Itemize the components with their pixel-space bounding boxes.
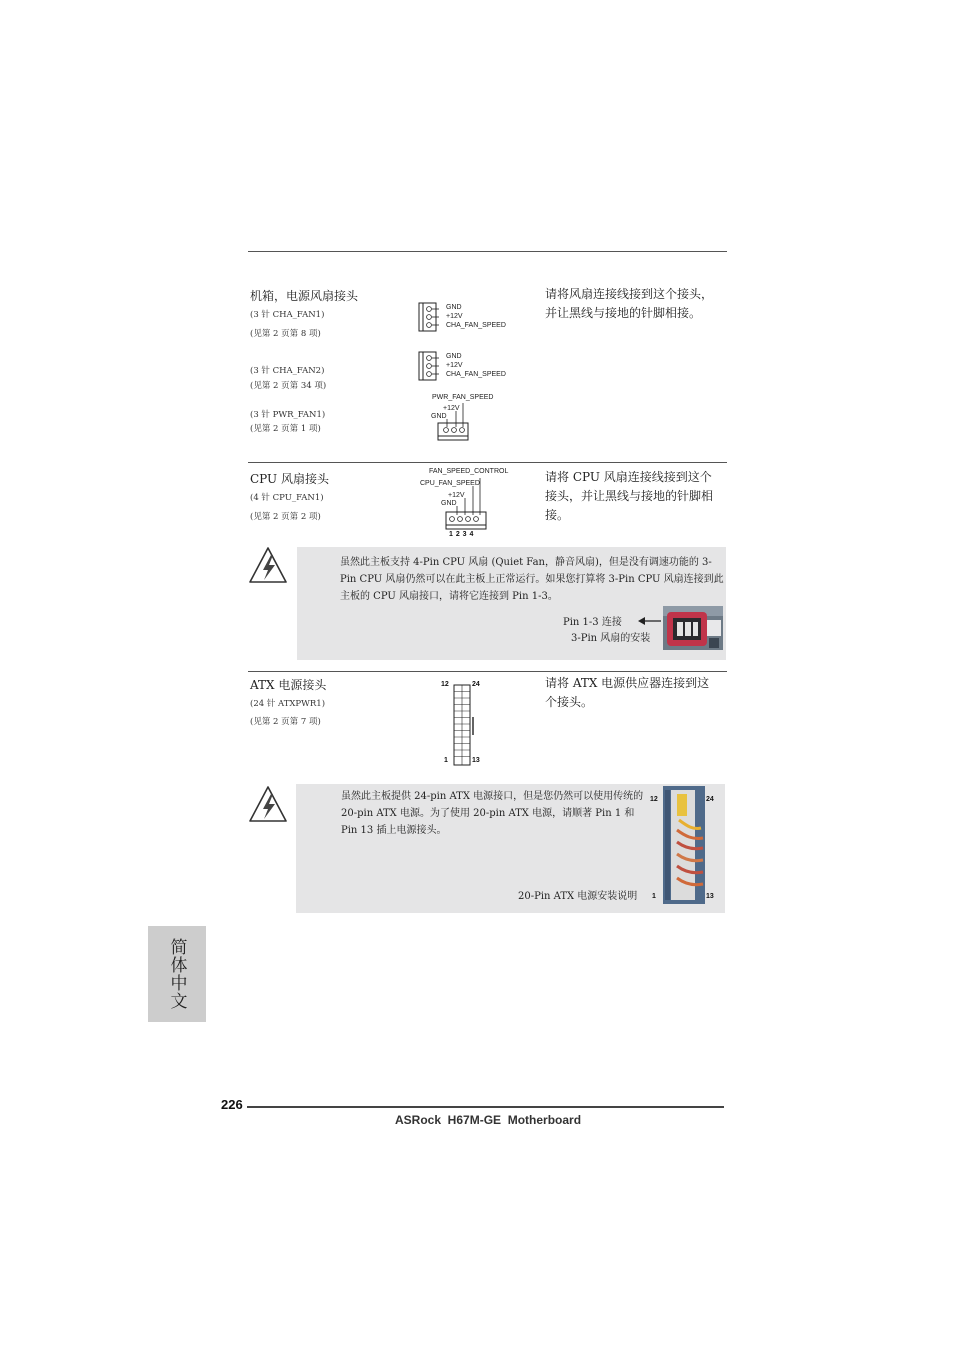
- language-side-tab: [148, 926, 206, 1022]
- cha-fan2-12v-label: +12V: [446, 362, 463, 369]
- note-cpu-fan-caption2: 3-Pin 风扇的安装: [571, 633, 651, 644]
- cha-fan2-connector-diagram: [417, 351, 439, 381]
- cha-fan1-connector-diagram: [417, 302, 439, 332]
- atx-photo-pin-1: 1: [652, 893, 656, 900]
- cha-fan1-12v-label: +12V: [446, 313, 463, 320]
- atx-photo-pin-12: 12: [650, 796, 658, 803]
- cpu-fan-pins: (4 针 CPU_FAN1): [250, 493, 324, 503]
- note-atx-caption: 20-Pin ATX 电源安装说明: [518, 891, 638, 902]
- pwr-fan-12v-label: +12V: [443, 405, 460, 412]
- section-rule-atx: [248, 671, 727, 672]
- pwr-fan-ref: (见第 2 页第 1 项): [250, 424, 321, 434]
- atx-connector-diagram: [452, 683, 476, 767]
- warning-icon: [248, 784, 288, 824]
- cpu-fan-connector-diagram: [444, 477, 488, 531]
- atx-pin-13-label: 13: [472, 757, 480, 764]
- atx-pin-24-label: 24: [472, 681, 480, 688]
- atx-power-pins: (24 针 ATXPWR1): [250, 699, 326, 709]
- footer-rule: [247, 1106, 724, 1108]
- atx-power-title: ATX 电源接头: [250, 678, 327, 692]
- top-rule: [248, 251, 727, 252]
- atx-pin-1-label: 1: [444, 757, 448, 764]
- cpu-fan-desc: 请将 CPU 风扇连接线接到这个接头，并让黑线与接地的针脚相接。: [545, 470, 714, 522]
- page-number: 226: [221, 1097, 243, 1112]
- atx-power-desc: 请将 ATX 电源供应器连接到这个接头。: [545, 676, 710, 709]
- pwr-fan-pins: (3 针 PWR_FAN1): [250, 410, 326, 420]
- atx-photo-pin-13: 13: [706, 893, 714, 900]
- note-cpu-fan-text: 虽然此主板支持 4-Pin CPU 风扇 (Quiet Fan，静音风扇)，但是没有调速功能的 3-Pin CPU 风扇仍然可以在此主板上正常运行。如果您打算将 3-Pin CPU 风扇连接到此主板的 CPU 风扇接口，请将它连接到 Pin 1-3。: [340, 557, 724, 602]
- warning-icon: [248, 545, 288, 585]
- atx-pin-12-label: 12: [441, 681, 449, 688]
- chassis-fan-desc: 请将风扇连接线接到这个接头，并让黑线与接地的针脚相接。: [545, 287, 714, 320]
- arrow-left-icon: [638, 615, 662, 627]
- language-side-tab-label: 简体中文: [166, 938, 187, 1010]
- cpu-fan-pin-numbers: 1 2 3 4: [449, 531, 474, 538]
- pwr-fan-gnd-label: GND: [431, 413, 447, 420]
- section-rule-cpu: [248, 462, 727, 463]
- cha-fan2-pins: (3 针 CHA_FAN2): [250, 366, 325, 376]
- cha-fan2-ref: (见第 2 页第 34 项): [250, 381, 327, 391]
- cpu-fan-control-label: FAN_SPEED_CONTROL: [429, 468, 509, 475]
- atx-photo-pin-24: 24: [706, 796, 714, 803]
- cha-fan1-gnd-label: GND: [446, 304, 462, 311]
- cpu-fan-gnd-label: GND: [441, 500, 457, 507]
- cha-fan2-speed-label: CHA_FAN_SPEED: [446, 371, 506, 378]
- cpu-fan-title: CPU 风扇接头: [250, 472, 329, 486]
- pwr-fan-connector-diagram: [436, 402, 470, 442]
- cpu-fan-ref: (见第 2 页第 2 项): [250, 512, 321, 522]
- chassis-fan-title: 机箱，电源风扇接头: [250, 289, 359, 303]
- cpu-fan-speed-label: CPU_FAN_SPEED: [420, 480, 480, 487]
- footer-product-name: ASRock H67M-GE Motherboard: [395, 1113, 582, 1127]
- note-cpu-fan-caption1: Pin 1-3 连接: [563, 617, 622, 628]
- pwr-fan-speed-label: PWR_FAN_SPEED: [432, 394, 494, 401]
- cha-fan1-speed-label: CHA_FAN_SPEED: [446, 322, 506, 329]
- fan-installation-photo: [663, 606, 723, 650]
- cha-fan1-pins: (3 针 CHA_FAN1): [250, 310, 325, 320]
- atx-installation-photo: [663, 786, 705, 904]
- cha-fan1-ref: (见第 2 页第 8 项): [250, 329, 321, 339]
- note-atx-text: 虽然此主板提供 24-pin ATX 电源接口，但是您仍然可以使用传统的 20-pin ATX 电源。为了使用 20-pin ATX 电源，请顺著 Pin 1 和 Pin 13 插上电源接头。: [341, 791, 644, 836]
- cha-fan2-gnd-label: GND: [446, 353, 462, 360]
- atx-power-ref: (见第 2 页第 7 项): [250, 717, 321, 727]
- cpu-fan-12v-label: +12V: [448, 492, 465, 499]
